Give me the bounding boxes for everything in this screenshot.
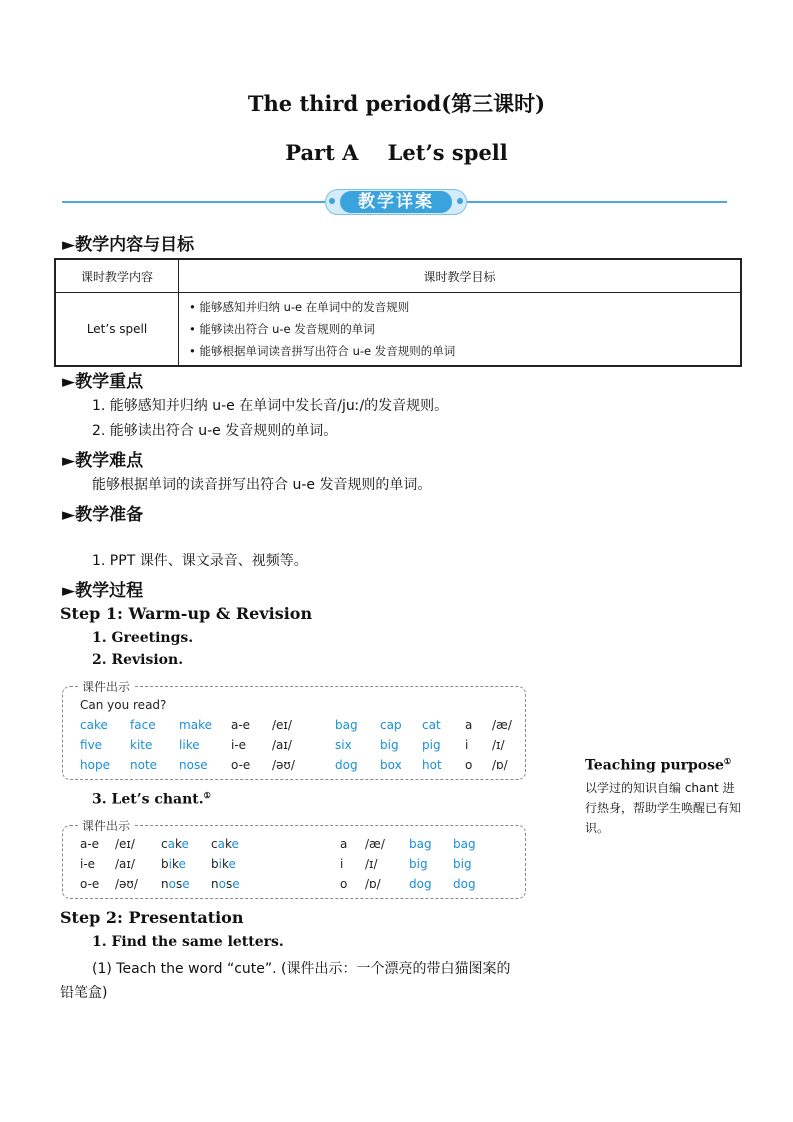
box1-question: Can you read? — [80, 698, 167, 712]
word-cell: hot — [422, 758, 442, 772]
teaching-purpose-title: Teaching purpose① — [585, 756, 732, 774]
word-cell: bag — [335, 718, 358, 732]
word-cell: cake — [161, 837, 189, 851]
goal-item: • 能够根据单词读音拼写出符合 u-e 发音规则的单词 — [189, 344, 456, 358]
phonics-cell: /æ/ — [365, 837, 385, 851]
phonics-cell: /ɪ/ — [492, 738, 505, 752]
word-cell: cap — [380, 718, 402, 732]
banner-line-right — [467, 201, 727, 203]
courseware-label: 课件出示 — [78, 817, 134, 834]
banner-label: 教学详案 — [340, 191, 452, 213]
word-cell: hope — [80, 758, 110, 772]
phonics-cell: o-e — [231, 758, 251, 772]
phonics-cell: i-e — [231, 738, 247, 752]
word-cell: note — [130, 758, 158, 772]
word-cell: nose — [211, 877, 240, 891]
word-cell: fve — [80, 738, 103, 752]
greetings-line: 1. Greetings. — [92, 630, 194, 646]
word-cell: nose — [179, 758, 208, 772]
section-prep-heading: ►教学准备 — [62, 505, 144, 525]
phonics-cell: a — [340, 837, 348, 851]
revision-line: 2. Revision. — [92, 652, 184, 668]
word-cell: pig — [422, 738, 441, 752]
word-cell: bike — [211, 857, 236, 871]
word-cell: cake — [211, 837, 239, 851]
phonics-cell: a-e — [231, 718, 251, 732]
goal-item: • 能够读出符合 u-e 发音规则的单词 — [189, 322, 375, 336]
word-cell: like — [179, 738, 200, 752]
word-cell: make — [179, 718, 212, 732]
word-cell: cat — [422, 718, 441, 732]
section-key-heading: ►教学重点 — [62, 372, 144, 392]
word-cell: cake — [80, 718, 108, 732]
key-point: 1. 能够感知并归纳 u-e 在单词中发长音/juː/的发音规则。 — [92, 398, 449, 414]
banner-line-left — [62, 201, 325, 203]
objectives-table — [54, 258, 742, 367]
page-subtitle: Part A Let’s spell — [285, 140, 508, 165]
phonics-cell: i — [465, 738, 469, 752]
phonics-cell: /æ/ — [492, 718, 512, 732]
word-cell: dog — [453, 877, 476, 891]
word-cell: six — [335, 738, 352, 752]
prep-text: 1. PPT 课件、课文录音、视频等。 — [92, 553, 308, 569]
banner-dot-right — [457, 198, 463, 204]
find-line: 1. Find the same letters. — [92, 934, 284, 950]
phonics-cell: i — [340, 857, 344, 871]
word-cell: dog — [409, 877, 432, 891]
key-point: 2. 能够读出符合 u-e 发音规则的单词。 — [92, 423, 338, 439]
section-process-heading: ►教学过程 — [62, 581, 144, 601]
phonics-cell: o — [465, 758, 473, 772]
phonics-cell: /əʊ/ — [272, 758, 295, 772]
phonics-cell: /eɪ/ — [272, 718, 292, 732]
page-title: The third period(第三课时) — [247, 91, 546, 116]
table-cell-goals — [179, 293, 742, 367]
phonics-cell: /ɪ/ — [365, 857, 378, 871]
phonics-cell: /aɪ/ — [115, 857, 135, 871]
table-head-content: 课时教学内容 — [55, 259, 179, 293]
phonics-cell: /eɪ/ — [115, 837, 135, 851]
phonics-cell: /aɪ/ — [272, 738, 292, 752]
word-cell: dog — [335, 758, 358, 772]
word-cell: big — [380, 738, 399, 752]
word-cell: nose — [161, 877, 190, 891]
step1-heading: Step 1: Warm-up & Revision — [60, 604, 313, 623]
phonics-cell: /ɒ/ — [365, 877, 381, 891]
word-cell: kite — [130, 738, 153, 752]
word-cell: bag — [409, 837, 432, 851]
difficult-text: 能够根据单词的读音拼写出符合 u-e 发音规则的单词。 — [92, 477, 432, 493]
table-head-goals: 课时教学目标 — [179, 259, 742, 293]
goal-item: • 能够感知并归纳 u-e 在单词中的发音规则 — [189, 300, 410, 314]
banner-dot-left — [329, 198, 335, 204]
section-difficult-heading: ►教学难点 — [62, 451, 144, 471]
teach-line-1: (1) Teach the word “cute”. (课件出示：一个漂亮的带白猫图案的 — [92, 961, 511, 977]
word-cell: face — [130, 718, 156, 732]
phonics-cell: /əʊ/ — [115, 877, 138, 891]
word-cell: bike — [161, 857, 186, 871]
phonics-cell: a-e — [80, 837, 100, 851]
teach-line-2: 铅笔盒) — [60, 985, 108, 1001]
word-cell: box — [380, 758, 402, 772]
courseware-label: 课件出示 — [78, 678, 134, 695]
teaching-purpose-text: 以学过的知识自编 chant 进行热身，帮助学生唤醒已有知识。 — [585, 781, 742, 835]
word-cell: bag — [453, 837, 476, 851]
word-cell: big — [453, 857, 472, 871]
phonics-cell: o-e — [80, 877, 100, 891]
chant-line: 3. Let’s chant.① — [92, 790, 211, 808]
word-cell: big — [409, 857, 428, 871]
phonics-cell: i-e — [80, 857, 96, 871]
section-goals-heading: ►教学内容与目标 — [62, 235, 195, 255]
table-cell-content: Let’s spell — [55, 293, 179, 367]
step2-heading: Step 2: Presentation — [60, 908, 244, 927]
phonics-cell: /ɒ/ — [492, 758, 508, 772]
phonics-cell: o — [340, 877, 348, 891]
phonics-cell: a — [465, 718, 473, 732]
